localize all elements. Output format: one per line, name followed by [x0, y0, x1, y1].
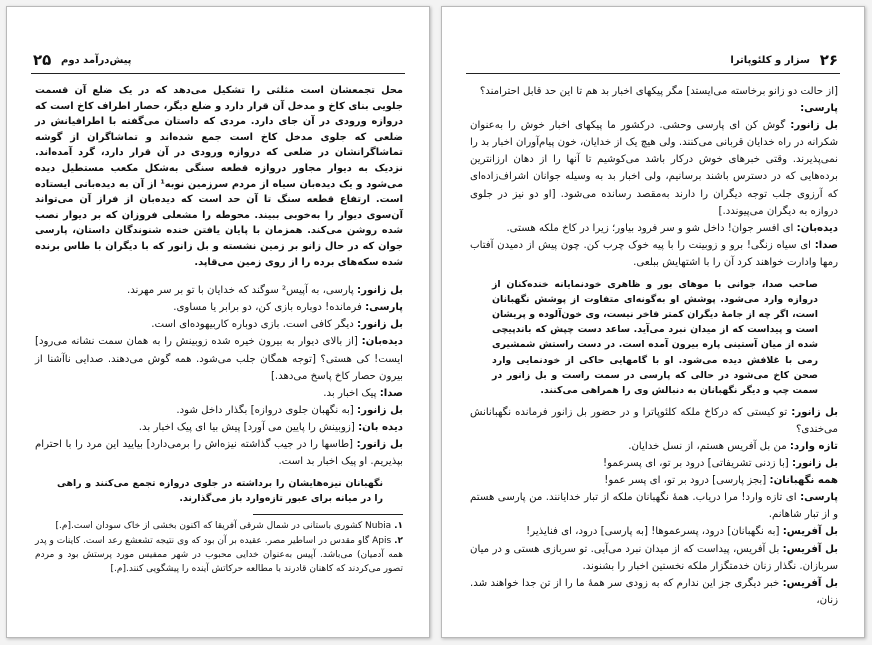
running-head: پیش‌درآمد دوم — [61, 55, 132, 66]
dialogue-line — [35, 385, 403, 402]
dialogue-list — [470, 404, 838, 609]
page-header — [466, 51, 840, 74]
dialogue-line — [470, 541, 838, 575]
dialogue-text: [با زدنی تشریفاتی] درود بر تو، ای پسرعمو! — [603, 458, 789, 470]
dialogue-text: بل آفریس، پیداست که از میدان نبرد می‌آیی. تو سربازی هستی و در میان سربازان. نگذار زنان خدمتگزار ملکه نخستین اخبار را بشنوند. — [470, 543, 838, 572]
opening-stage-text: محل تجمعشان است مثلثی را تشکیل می‌دهد که در یک ضلع آن قسمت جلویی بنای کاخ و مدخل آن قرار دارد و ضلع دیگر، حصار اطراف کاخ است که دروازه ورودی در آن جای دارد. مردی که داستان می‌گفته با اطرافیانش در ضلعی که جلوی مدخل کاخ است جمع شده‌اند و تماشاگران از گوشه تماشاگرانشان در ضلعی که دروازه ورودی در آن قرار دارد، گرد آمده‌اند. نزدیک به دیوار مجاور دروازه قطعه سنگی به‌شکل مکعب مستطیل دیده می‌شود و یک دیده‌بان سیاه از مردم سرزمین نوبه¹ از آن به دیده‌بانی ایستاده است. ارتفاع قطعه سنگ تا آن حد است که دیده‌بان از فراز آن می‌تواند آن‌سوی دیوار را به‌خوبی ببیند. محوطه را مشعلی فروزان که بر دیوار نصب شده روشن می‌کند. همزمان با پایان یافتن خنده شنوندگان داستان، پارسی جوان که در حال زانو بر زمین نشسته و بل زانور که با دیگران با طاس برنده شده سکه‌های برده را از روی زمین می‌قاپد. — [35, 85, 404, 268]
dialogue-line — [35, 402, 403, 419]
dialogue-text: [از حالت دو زانو برخاسته می‌ایستد] مگر پیکهای اخبار بد هم تا این حد قابل احترامند؟ — [479, 86, 838, 97]
speaker-name: بل زانور: — [791, 406, 838, 418]
dialogue-line — [35, 419, 403, 436]
footnotes — [35, 519, 403, 576]
dialogue-line — [470, 220, 838, 237]
stage-direction: نگهبانان نیزه‌هایشان را برداشته در جلوی دروازه تجمع می‌کنند و راهی را در میانه برای عبور تازه‌وارد باز می‌گذارند. — [57, 478, 383, 505]
running-head: سزار و کلئوپاترا — [730, 55, 810, 66]
speaker-name: تازه وارد: — [789, 440, 838, 452]
speaker-name: بل آفریس: — [782, 543, 838, 555]
dialogue-line — [35, 316, 403, 333]
dialogue-text: پارسی، به آپیس² سوگند که خدایان با تو بر سر مهرند. — [126, 285, 354, 297]
dialogue-text: [از بالای دیوار به بیرون خیره شده زوبینش را به همان سمت نشانه می‌رود] ایست! کی هستی؟ [توجه همگان جلب می‌شود. همه گوش می‌دهند. صدایی ناآشنا از بیرون حصار کاخ پاسخ می‌دهد.] — [35, 336, 403, 382]
speaker-name: بل زانور: — [357, 285, 403, 297]
footnote — [35, 534, 403, 577]
dialogue-text: گوش کن ای پارسی وحشی. درکشور ما پیکهای اخبار خوش را به‌عنوان شکرانه در راه خدایان قربانی می‌کنند. ولی هیچ یک از خدایان، خون پیام‌آوران اخبار بد را نمی‌پذیرند. وقتی خبرهای خوش درکار باشد می‌کوشیم تا آنها را از دهان ارزانترین برده‌هایی که در دسترس باشند برسانیم، ولی اخبار بد به وسیله جوانان اشراف‌زاده‌ای که آرزوی جلب توجه دیگران را دارند به‌مقصد رسانده می‌شود. [او دو نیز در جلوی دروازه به دیگران می‌پیوندد.] — [470, 120, 838, 217]
dialogue-text: فرمانده! دوباره بازی کن، دو برابر یا مساوی. — [173, 302, 362, 314]
dialogue-text: ای سیاه زنگی! برو و زوبینت را با پیه خوک چرب کن. چون پیش از دمیدن آفتاب رمها وادارت خواهند کرد آن را با اشتهایش ببلعی. — [470, 239, 838, 268]
page-body — [35, 83, 403, 629]
page-body — [470, 83, 838, 629]
speaker-name: صدا: — [379, 387, 403, 399]
dialogue-line — [35, 333, 403, 384]
speaker-name: دیده بان: — [358, 421, 403, 433]
dialogue-text: من بل آفریس هستم، از نسل خدایان. — [628, 440, 787, 452]
speaker-name: همه نگهبانان: — [769, 475, 838, 487]
dialogue-line — [470, 438, 838, 455]
page-number: ۲۶ — [819, 51, 838, 69]
dialogue-line — [470, 523, 838, 540]
dialogue-text: دیگر کافی است. بازی دوباره کاربیهوده‌ای است. — [151, 319, 354, 331]
dialogue-line — [35, 436, 403, 470]
dialogue-list — [35, 282, 403, 470]
page-number: ۲۵ — [33, 51, 52, 69]
speaker-name: پارسی: — [800, 492, 838, 504]
speaker-name: صدا: — [814, 239, 838, 251]
dialogue-line — [35, 299, 403, 316]
dialogue-line — [470, 237, 838, 271]
dialogue-text: خبر دیگری جز این ندارم که به زودی سر همهٔ ما را از تن جدا خواهند شد. زنان، — [470, 577, 838, 606]
page-right — [441, 6, 865, 638]
speaker-name: بل زانور: — [357, 404, 403, 416]
footnote-text: Nubia کشوری باستانی در شمال شرقی آفریقا که اکنون بخشی از خاک سودان است.[م.] — [55, 521, 392, 532]
speaker-name: پارسی: — [800, 103, 838, 115]
speaker-name: بل آفریس: — [782, 526, 838, 538]
footnote — [35, 519, 403, 533]
dialogue-text: تو کیستی که درکاخ ملکه کلئوپاترا و در حضور بل زانور فرمانده نگهبانانش می‌خندی؟ — [470, 406, 838, 435]
speaker-name: بل زانور: — [357, 319, 403, 331]
speaker-name: دیده‌بان: — [796, 222, 838, 234]
dialogue-list — [470, 83, 838, 271]
footnote-divider — [253, 514, 403, 515]
dialogue-line — [35, 282, 403, 299]
dialogue-line — [470, 100, 838, 117]
dialogue-line — [470, 117, 838, 220]
page-header — [31, 51, 405, 74]
footnote-number: ۱. — [394, 521, 403, 532]
stage-direction: صاحب صدا، جوانی با موهای بور و ظاهری خودنمایانه خنده‌کنان از دروازه وارد می‌شود. پوشش او به‌گونه‌ای متفاوت از پوشش نگهبانان است، اگر چه از جامهٔ دیگران کمتر فاخر نیست، وی خون‌آلوده و پریشان است و پیداست که از میدان نبرد می‌آید. ساعد دست چپش که باندپیچی شده از میان آستینی پاره بیرون آمده است. در دست راستش شمشیری رمی با غلافش دیده می‌شود. او با گامهایی حاکی از خودنمایی وارد صحن کاخ می‌شود در حالی که پارسی در سمت راست و بل زانور در سمت چپ و دیگر نگهبانان به دنبالش وی را همراهی می‌کنند. — [492, 279, 818, 396]
dialogue-text: ای تازه وارد! مرا دریاب. همهٔ نگهبانان ملکه از تبار خدایانند. من پارسی هستم و از تبار شاهانم. — [470, 492, 838, 521]
speaker-name: دیده‌بان: — [361, 336, 403, 348]
dialogue-line — [470, 455, 838, 472]
dialogue-text: [به نگهبانان] درود، پسرعموها! [به پارسی] درود، ای فنایذیر! — [526, 526, 780, 538]
dialogue-text: [به نگهبان جلوی دروازه] بگذار داخل شود. — [176, 404, 354, 416]
speaker-name: بل زانور: — [790, 120, 838, 132]
speaker-name: بل آفریس: — [782, 577, 838, 589]
footnote-number: ۲. — [394, 535, 403, 546]
dialogue-line — [470, 575, 838, 609]
dialogue-line — [470, 83, 838, 100]
dialogue-line — [470, 404, 838, 438]
dialogue-text: ای افسر جوان! داخل شو و سر فرود بیاور؛ زیرا در کاخ ملکه هستی. — [506, 222, 794, 234]
dialogue-text: پیک اخبار بد. — [323, 387, 377, 399]
footnote-text: Apis گاو مقدس در اساطیر مصر. عقیده بر آن بود که وی نتیجه تشعشع رعد است. کاینات و پدر همه آدمیان) می‌باشد. آپیس به‌عنوان خدایی محبوب در شهر ممفیس مورد پرستش بود و مردم تصور می‌کردند که کاهنان قادرند با مطالعه حرکاتش آینده را پیشگویی کنند.[م.] — [35, 535, 403, 575]
page-left — [6, 6, 430, 638]
dialogue-line — [470, 472, 838, 489]
dialogue-text: [طاسها را در جیب گذاشته نیزه‌اش را برمی‌دارد] بیایید این مرد را با احترام بپذیریم. او پیک اخبار بد است. — [35, 438, 403, 468]
dialogue-text: [زوبینش را پایین می آورد] پیش بیا ای پیک اخبار بد. — [138, 421, 355, 433]
speaker-name: بل زانور: — [356, 438, 403, 450]
dialogue-text: [بجز پارسی] درود بر تو، ای پسر عمو! — [604, 475, 767, 487]
dialogue-line — [470, 489, 838, 523]
speaker-name: بل زانور: — [792, 458, 838, 470]
speaker-name: پارسی: — [365, 302, 403, 314]
